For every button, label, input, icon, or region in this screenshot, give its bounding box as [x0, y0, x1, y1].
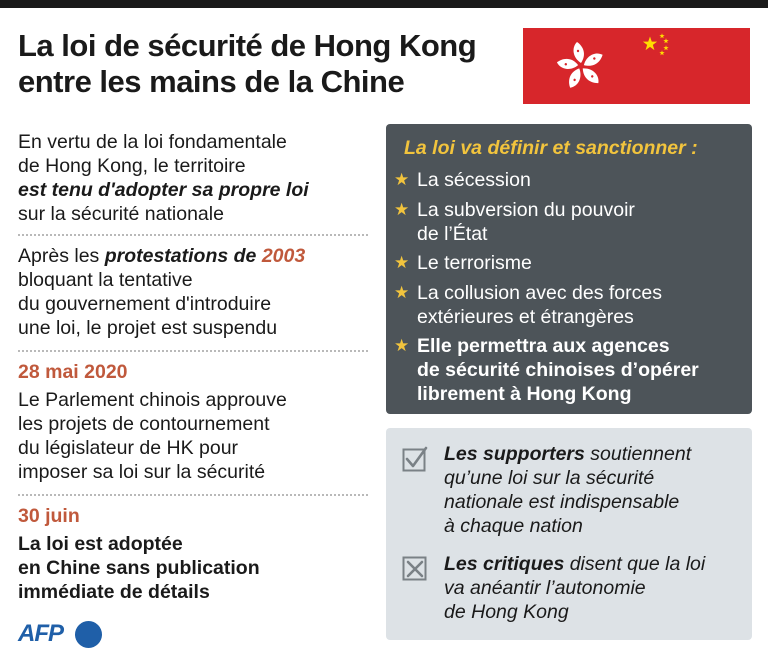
- law-item-subversion: ★ La subversion du pouvoir de l’État: [394, 199, 635, 245]
- star-icon: ★: [394, 283, 410, 302]
- checkbox-check-icon: [402, 446, 428, 472]
- paragraph-basic-law: En vertu de la loi fondamentale de Hong Kong, le territoire est tenu d'adopter sa propre loi sur la sécurité nationale: [18, 131, 309, 225]
- date-30-june: 30 juin: [18, 505, 80, 527]
- date-28-may-2020: 28 mai 2020: [18, 361, 128, 383]
- five-stars-icon: [634, 28, 750, 104]
- bauhinia-flower-icon: [523, 28, 639, 104]
- checkbox-cross-icon: [402, 556, 428, 582]
- divider: [18, 494, 368, 496]
- divider: [18, 350, 368, 352]
- supporters-opinion: Les supporters soutiennent qu’une loi sur la sécurité nationale est indispensable à chaque nation: [444, 443, 692, 537]
- paragraph-law-adopted: La loi est adoptée en Chine sans publication immédiate de détails: [18, 533, 260, 603]
- paragraph-parliament: Le Parlement chinois approuve les projets de contournement du législateur de HK pour imposer sa loi sur la sécurité: [18, 389, 287, 483]
- law-definitions-box: [386, 124, 752, 414]
- law-item-security-agencies: ★ Elle permettra aux agences de sécurité chinoises d’opérer librement à Hong Kong: [394, 335, 699, 405]
- star-icon: ★: [394, 170, 410, 189]
- law-box-heading: La loi va définir et sanctionner :: [404, 137, 698, 159]
- page-title: [18, 28, 518, 100]
- law-item-collusion: ★ La collusion avec des forces extérieures et étrangères: [394, 282, 662, 328]
- top-rule: [0, 0, 768, 8]
- title-line-2: entre les mains de la Chine: [18, 64, 405, 99]
- star-icon: ★: [394, 336, 410, 355]
- law-item-terrorism: ★ Le terrorisme: [394, 252, 532, 274]
- opinions-box: [386, 428, 752, 640]
- hong-kong-flag: [523, 28, 639, 104]
- paragraph-2003-protests: Après les protestations de 2003 bloquant la tentative du gouvernement d'introduire une loi, le projet est suspendu: [18, 245, 306, 339]
- afp-logo: AFP: [18, 619, 108, 649]
- divider: [18, 234, 368, 236]
- china-flag: [634, 28, 750, 104]
- star-icon: ★: [394, 200, 410, 219]
- title-line-1: La loi de sécurité de Hong Kong: [18, 28, 477, 63]
- critics-opinion: Les critiques disent que la loi va anéantir l’autonomie de Hong Kong: [444, 553, 706, 623]
- law-item-secession: ★ La sécession: [394, 169, 531, 191]
- afp-logo-dot: [75, 621, 102, 648]
- star-icon: ★: [394, 253, 410, 272]
